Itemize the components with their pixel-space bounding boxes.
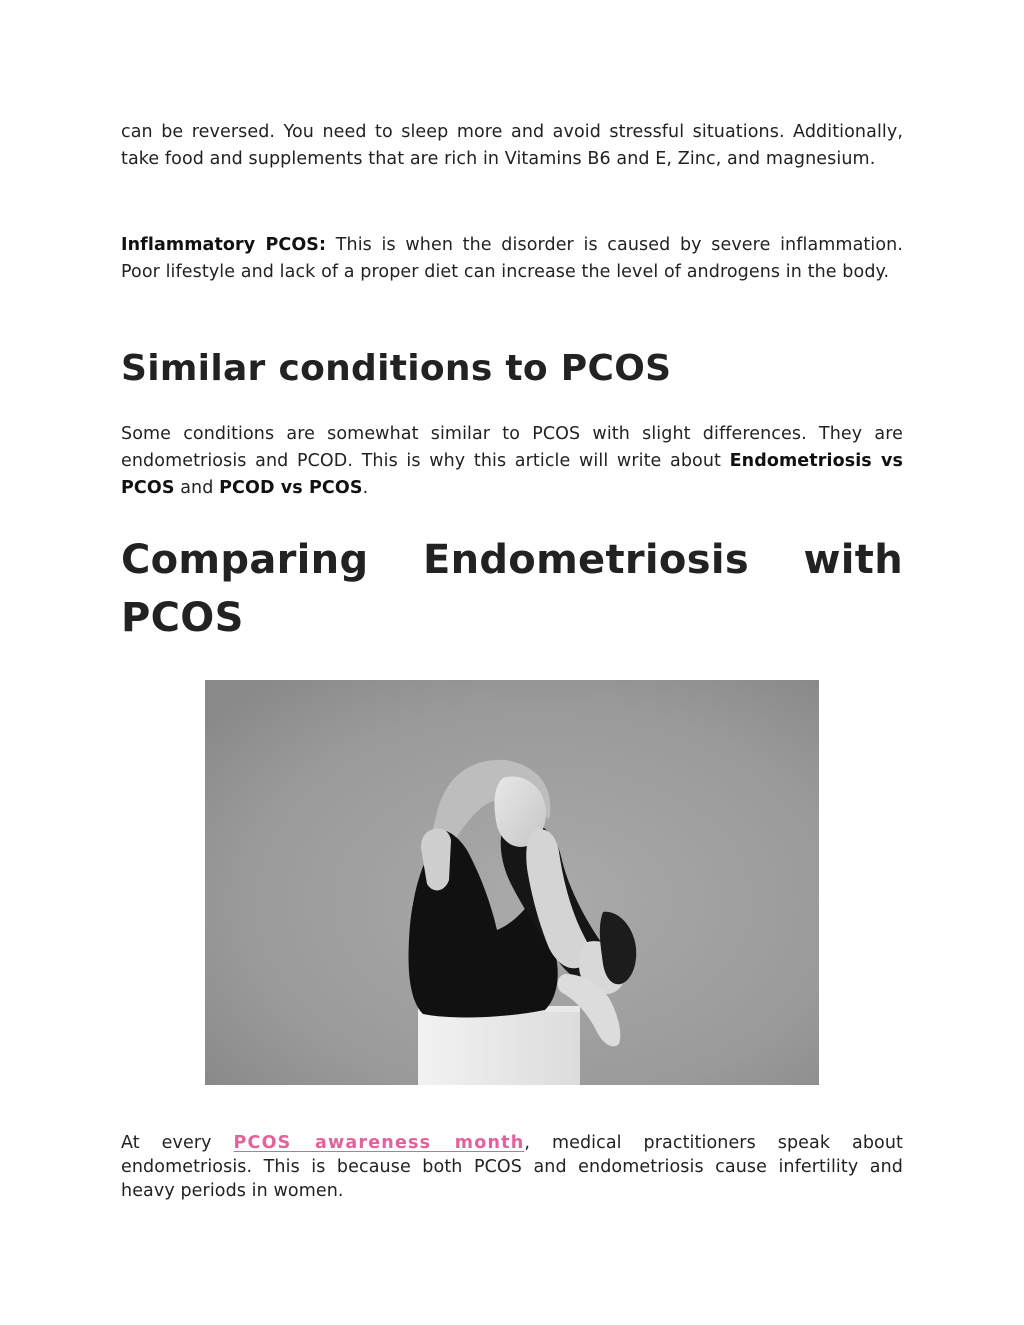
- heading-word: with: [803, 537, 903, 583]
- pcod-vs-pcos-bold: PCOD vs PCOS: [219, 478, 363, 498]
- paragraph-text: and: [174, 478, 220, 498]
- endometriosis-vs-pcos-bold: Endometriosis vs PCOS: [121, 451, 903, 498]
- heading-comparing-endometriosis: [121, 531, 903, 647]
- paragraph-text: can be reversed. You need to sleep more and avoid stressful situations. Additionally, take food and supplements that are rich in Vitamins B6 and E, Zinc, and magnesium.: [121, 122, 903, 169]
- heading-line-2: PCOS: [121, 595, 244, 641]
- pcos-awareness-month-link[interactable]: PCOS awareness month: [233, 1133, 525, 1153]
- paragraph-text: .: [362, 478, 369, 498]
- paragraph-similar-conditions: [121, 421, 903, 502]
- heading-similar-conditions: Similar conditions to PCOS: [121, 348, 672, 389]
- paragraph-awareness-month: [121, 1131, 903, 1203]
- paragraph-text: , medical practitioners speak about endometriosis. This is because both PCOS and endometriosis cause infertility and heavy periods in women.: [121, 1133, 904, 1201]
- paragraph-text: At every: [121, 1133, 234, 1153]
- paragraph-reversal-advice: [121, 119, 903, 173]
- heading-word: Comparing: [121, 537, 369, 583]
- inflammatory-pcos-label: Inflammatory PCOS:: [121, 235, 327, 255]
- photo-illustration: [205, 680, 819, 1085]
- paragraph-inflammatory-pcos: [121, 232, 903, 286]
- paragraph-text: Some conditions are somewhat similar to PCOS with slight differences. They are endometriosis and PCOD. This is why this article will write about: [121, 424, 903, 471]
- heading-line-1: [121, 531, 903, 589]
- paragraph-text: This is when the disorder is caused by severe inflammation. Poor lifestyle and lack of a proper diet can increase the level of androgens in the body.: [121, 235, 903, 282]
- heading-word: Endometriosis: [422, 537, 749, 583]
- woman-sitting-photo: [205, 680, 819, 1085]
